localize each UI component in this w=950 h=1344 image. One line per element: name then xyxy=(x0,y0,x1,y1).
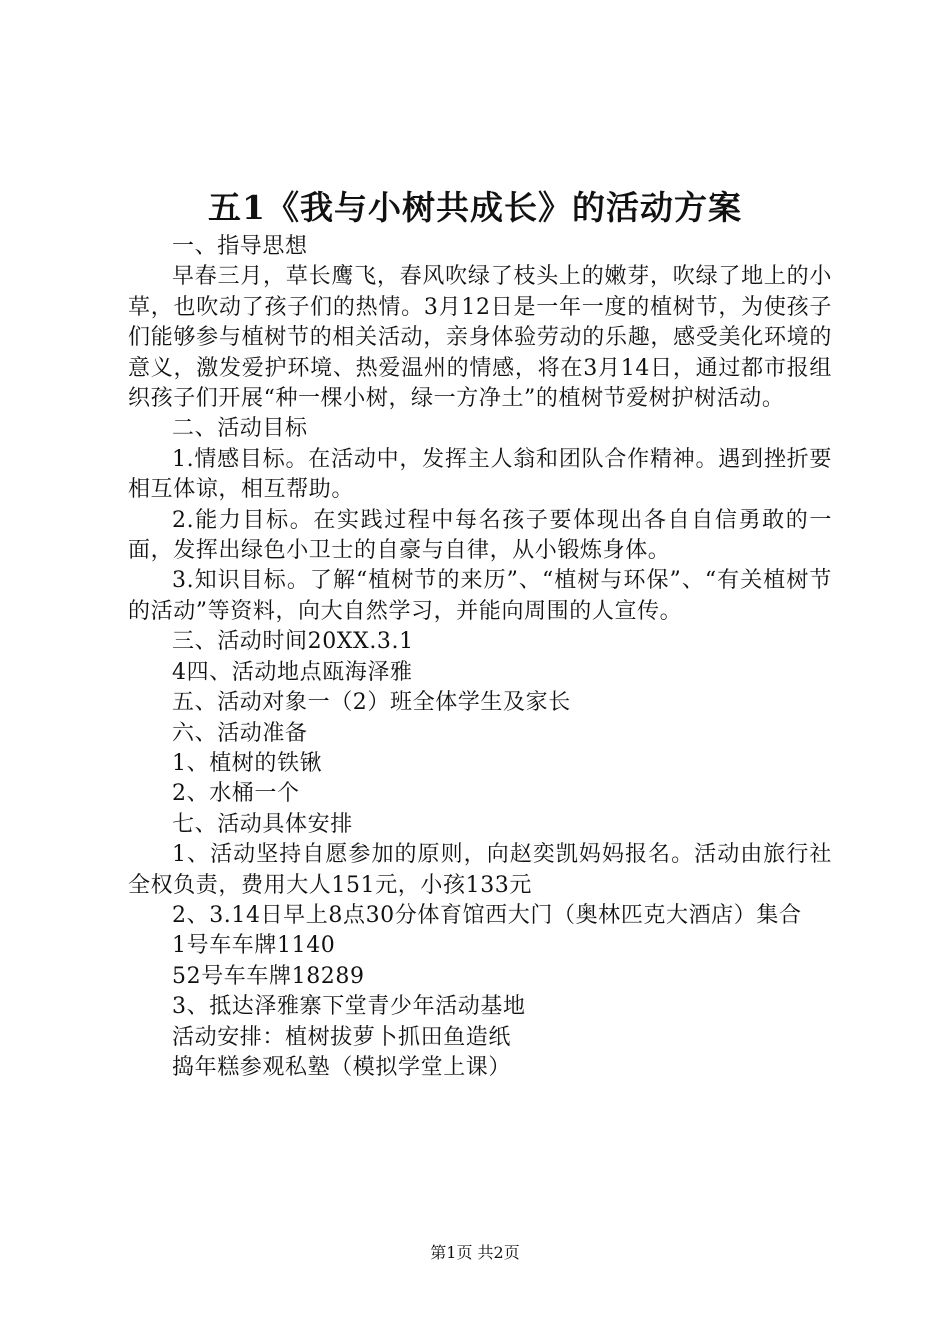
paragraph-activity-plan: 活动安排：植树拔萝卜抓田鱼造纸 xyxy=(172,1024,512,1050)
section-heading-preparation: 六、活动准备 xyxy=(172,720,308,746)
paragraph-schedule-meeting: 2、3.14日早上8点30分体育馆西大门（奥林匹克大酒店）集合 xyxy=(172,902,802,928)
list-item-bucket: 2、水桶一个 xyxy=(172,781,300,807)
paragraph-schedule-arrival: 3、抵达泽雅寨下堂青少年活动基地 xyxy=(172,994,526,1020)
paragraph-activity-plan-continued: 捣年糕参观私塾（模拟学堂上课） xyxy=(172,1054,512,1080)
section-heading-location: 4四、活动地点瓯海泽雅 xyxy=(172,659,413,685)
page-footer: 第1页 共2页 xyxy=(430,1243,520,1262)
list-item-bus-2: 52号车车牌18289 xyxy=(172,963,365,989)
document-body xyxy=(128,232,832,1083)
document-title: 五1《我与小树共成长》的活动方案 xyxy=(208,188,742,227)
section-heading-goals: 二、活动目标 xyxy=(172,416,308,442)
section-heading-guiding-idea: 一、指导思想 xyxy=(172,234,308,259)
paragraph-schedule-signup: 1、活动坚持自愿参加的原则，向赵奕凯妈妈报名。活动由旅行社全权负责，费用大人151元，小孩133元 xyxy=(128,842,832,898)
paragraph-goal-emotion: 1.情感目标。在活动中，发挥主人翁和团队合作精神。遇到挫折要相互体谅，相互帮助。 xyxy=(128,446,832,503)
paragraph-intro: 早春三月，草长鹰飞，春风吹绿了枝头上的嫩芽，吹绿了地上的小草，也吹动了孩子们的热情。3月12日是一年一度的植树节，为使孩子们能够参与植树节的相关活动，亲身体验劳动的乐趣，感受美化环境的意义，激发爱护环境、热爱温州的情感，将在3月14日，通过都市报组织孩子们开展“种一棵小树，绿一方净土”的植树节爱树护树活动。 xyxy=(128,264,832,412)
paragraph-goal-ability: 2.能力目标。在实践过程中每名孩子要体现出各自自信勇敢的一面，发挥出绿色小卫士的自豪与自律，从小锻炼身体。 xyxy=(128,507,832,564)
section-heading-time: 三、活动时间20XX.3.1 xyxy=(172,629,414,655)
section-heading-participants: 五、活动对象一（2）班全体学生及家长 xyxy=(172,690,571,716)
section-heading-schedule: 七、活动具体安排 xyxy=(172,811,353,837)
list-item-bus-1: 1号车车牌1140 xyxy=(172,933,336,959)
paragraph-goal-knowledge: 3.知识目标。了解“植树节的来历”、“植树与环保”、“有关植树节的活动”等资料，向大自然学习，并能向周围的人宣传。 xyxy=(128,568,832,624)
list-item-shovel: 1、植树的铁锹 xyxy=(172,750,323,776)
